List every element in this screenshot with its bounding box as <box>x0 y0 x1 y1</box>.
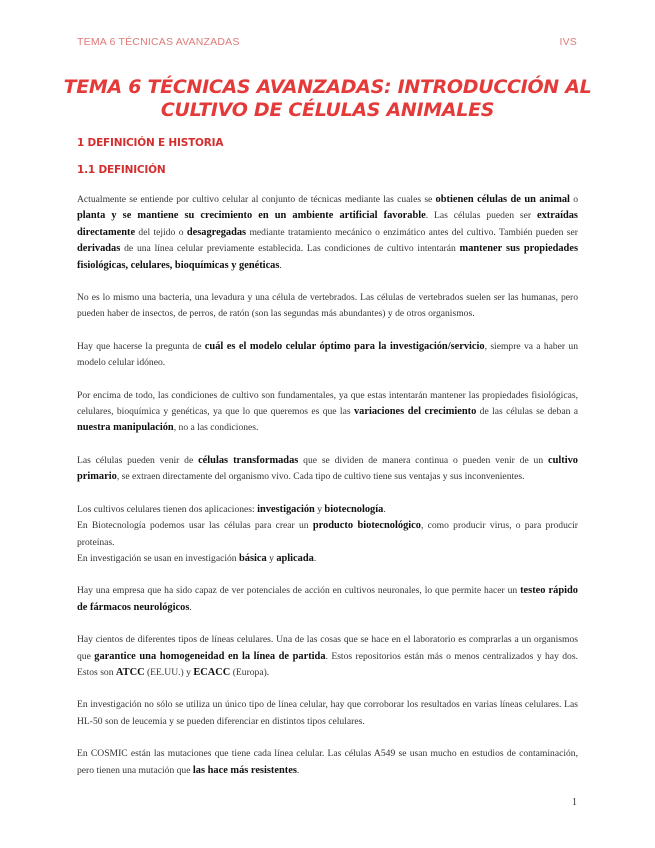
text: que se dividen de manera continua o pueden venir de un <box>298 454 548 466</box>
paragraph-10 <box>77 632 578 681</box>
bold-text: planta y se mantiene su crecimiento en un ambiente artificial favorable <box>77 210 426 222</box>
bold-text: biotecnología <box>324 503 384 515</box>
paragraph-11 <box>77 697 578 730</box>
text: No es lo mismo una bacteria, una levadura y una célula de vertebrados. Las células de vertebrados suelen ser las humanas, pero pueden haber de insectos, de perros, de ratón (son las segundas más abundantes) y de otros organismos. <box>77 292 578 320</box>
text: En investigación no sólo se utiliza un único tipo de línea celular, hay que corroborar los resultados en varias líneas celulares. Las HL-50 son de leucemia y se pueden diferenciar en distintos tipos celulares. <box>77 699 578 727</box>
text: , no a las condiciones. <box>173 422 259 434</box>
text: y <box>266 552 277 564</box>
text: de una línea celular previamente establecida. Las condiciones de cultivo intentarán <box>120 243 460 255</box>
paragraph-2 <box>77 290 578 323</box>
bold-text: garantice una homogeneidad en la línea de partida <box>94 650 326 662</box>
bold-text: básica <box>239 552 267 564</box>
text: . <box>313 552 317 564</box>
text: y <box>314 503 325 515</box>
text: En COSMIC están las mutaciones que tiene cada línea celular. Las células A549 se usan mucho en estudios de contaminación, pero tienen una mutación que <box>77 748 578 776</box>
paragraph-8 <box>77 551 578 567</box>
page-header <box>77 36 577 52</box>
bold-text: cuál es el modelo celular óptimo para la investigación/servicio <box>204 340 485 352</box>
text: . Estos repositorios están más o menos centralizados y hay dos. Estos son <box>77 650 578 678</box>
bold-text: extraídas directamente <box>77 210 578 238</box>
text: En investigación se usan en investigación <box>77 552 239 564</box>
text: . <box>296 764 300 776</box>
paragraph-3 <box>77 339 578 372</box>
section-heading-1: 1 DEFINICIÓN E HISTORIA <box>77 137 224 149</box>
bold-text: nuestra manipulación <box>77 422 174 434</box>
bold-text: las hace más resistentes <box>192 764 297 776</box>
bold-text: producto biotecnológico <box>312 520 421 532</box>
bold-text: desagregadas <box>186 226 247 238</box>
text: Hay una empresa que ha sido capaz de ver potenciales de acción en cultivos neuronales, lo que permite hacer un <box>77 585 521 597</box>
text: Hay que hacerse la pregunta de <box>77 340 205 352</box>
bold-text: mantener sus propiedades fisiológicas, celulares, bioquímicas y genéticas <box>77 243 578 271</box>
text: Actualmente se entiende por cultivo celular al conjunto de técnicas mediante las cuales se <box>77 194 436 205</box>
text: . <box>383 503 386 515</box>
bold-text: cultivo primario <box>77 454 578 483</box>
section-heading-1-1: 1.1 DEFINICIÓN <box>77 164 166 176</box>
header-course-title: TEMA 6 TÉCNICAS AVANZADAS <box>77 36 240 48</box>
title-line-1: TEMA 6 TÉCNICAS AVANZADAS: INTRODUCCIÓN AL <box>63 76 592 98</box>
text: (Europa). <box>230 666 270 678</box>
paragraph-7 <box>77 518 578 551</box>
text: , como producir virus, o para producir proteínas. <box>77 520 579 548</box>
text: Hay cientos de diferentes tipos de líneas celulares. Una de las cosas que se hace en el laboratorio es comprarlas a un organismos que <box>77 634 578 662</box>
text: del tejido o <box>135 226 187 238</box>
paragraph-9 <box>77 583 578 616</box>
bold-text: ECACC <box>193 666 231 678</box>
text: En Biotecnología podemos usar las células para crear un <box>77 520 313 532</box>
text: mediante tratamiento mecánico o enzimático antes del cultivo. También pueden ser <box>246 226 578 238</box>
paragraph-1 <box>77 192 578 274</box>
document-title <box>60 76 595 122</box>
page-number: 1 <box>572 797 577 808</box>
bold-text: investigación <box>257 503 315 515</box>
text: , siempre va a haber un modelo celular idóneo. <box>77 340 578 369</box>
text: o <box>569 194 578 205</box>
bold-text: testeo rápido de fármacos neurológicos <box>77 585 578 613</box>
bold-text: células transformadas <box>198 454 299 466</box>
header-author-initials: IVS <box>559 36 577 48</box>
text: Los cultivos celulares tienen dos aplicaciones: <box>77 503 258 515</box>
text: . <box>279 259 282 271</box>
paragraph-12 <box>77 746 578 779</box>
paragraph-5 <box>77 453 578 486</box>
text: . <box>189 601 192 613</box>
document-body <box>77 192 578 795</box>
bold-text: derivadas <box>77 243 121 255</box>
bold-text: variaciones del crecimiento <box>353 406 477 418</box>
paragraph-4 <box>77 388 578 437</box>
text: Por encima de todo, las condiciones de cultivo son fundamentales, ya que estas intentarán mantener las propiedades fisiológicas, celulares, bioquímica y genéticas, ya que lo que queremos es que las <box>77 389 578 418</box>
text: de las células se deban a <box>476 406 578 418</box>
bold-text: aplicada <box>276 552 314 564</box>
text: Las células pueden venir de <box>77 454 199 466</box>
bold-text: ATCC <box>115 666 145 678</box>
paragraph-6 <box>77 502 578 518</box>
title-line-2: CULTIVO DE CÉLULAS ANIMALES <box>160 99 495 121</box>
bold-text: obtienen células de un animal <box>435 194 570 205</box>
text: , se extraen directamente del organismo vivo. Cada tipo de cultivo tiene sus ventajas y sus inconvenientes. <box>116 471 525 483</box>
text: . Las células pueden ser <box>425 210 537 222</box>
text: (EE.UU.) y <box>144 666 194 678</box>
